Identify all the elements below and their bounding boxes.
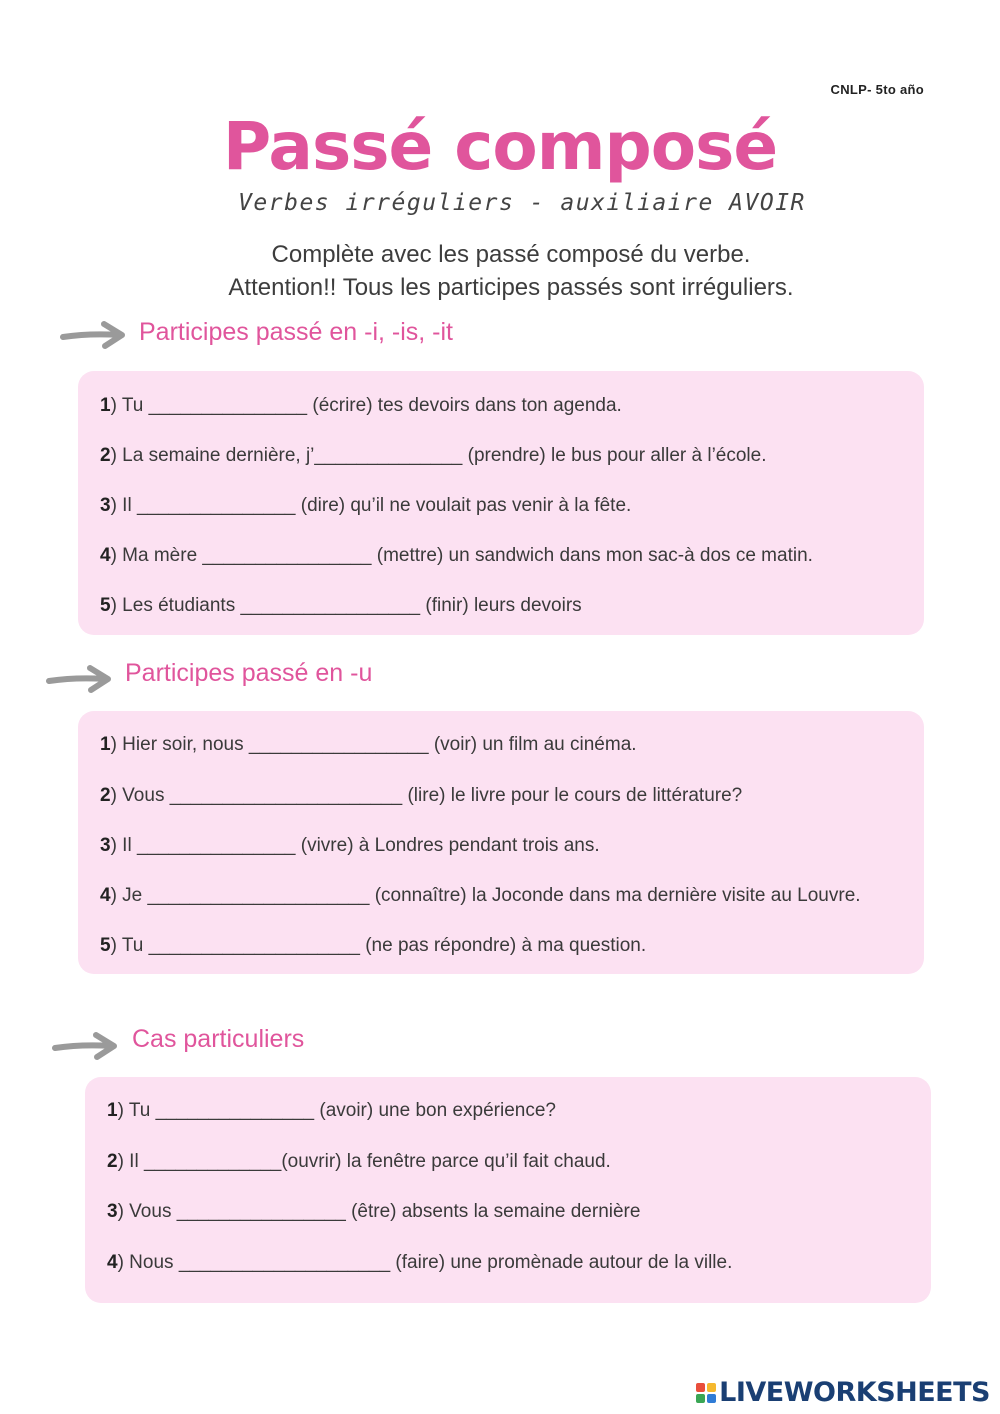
- item-text: ) Il _____________(ouvrir) la fenêtre parce qu’il fait chaud.: [117, 1151, 611, 1172]
- item-text: ) Vous ______________________ (lire) le livre pour le cours de littérature?: [110, 785, 743, 806]
- exercise-item[interactable]: [107, 1100, 556, 1122]
- instruction-line-2: Attention!! Tous les participes passés sont irréguliers.: [228, 274, 794, 301]
- item-number: 2: [100, 445, 111, 466]
- item-number: 1: [107, 1100, 118, 1121]
- item-number: 4: [100, 885, 111, 906]
- item-text: ) Les étudiants _________________ (finir) leurs devoirs: [110, 595, 582, 616]
- item-text: ) La semaine dernière, j’______________ (prendre) le bus pour aller à l’école.: [110, 445, 767, 466]
- exercise-item[interactable]: [100, 395, 622, 417]
- item-number: 2: [100, 785, 111, 806]
- item-number: 1: [100, 734, 111, 755]
- arrow-right-icon: [60, 318, 128, 352]
- liveworksheets-logo[interactable]: [696, 1377, 990, 1408]
- section-2-title: Participes passé en -u: [125, 659, 373, 687]
- logo-mark-icon: [696, 1383, 716, 1403]
- item-text: ) Vous ________________ (être) absents la semaine dernière: [117, 1201, 641, 1222]
- instructions: [0, 238, 1000, 304]
- item-number: 2: [107, 1151, 118, 1172]
- item-text: ) Nous ____________________ (faire) une promènade autour de la ville.: [117, 1252, 733, 1273]
- section-2-box: [78, 711, 924, 974]
- exercise-item[interactable]: [107, 1252, 732, 1274]
- item-text: ) Tu _______________ (avoir) une bon expérience?: [117, 1100, 556, 1121]
- exercise-item[interactable]: [100, 734, 637, 756]
- exercise-item[interactable]: [100, 545, 813, 567]
- page-title: Passé composé: [222, 108, 778, 185]
- item-number: 3: [107, 1201, 118, 1222]
- item-number: 4: [100, 545, 111, 566]
- logo-text: LIVEWORKSHEETS: [719, 1377, 990, 1408]
- item-text: ) Ma mère ________________ (mettre) un sandwich dans mon sac-à dos ce matin.: [110, 545, 813, 566]
- exercise-item[interactable]: [100, 495, 631, 517]
- page-subtitle: Verbes irréguliers - auxiliaire AVOIR: [238, 190, 806, 216]
- exercise-item[interactable]: [100, 885, 861, 907]
- school-label: CNLP- 5to año: [830, 82, 924, 97]
- item-number: 3: [100, 495, 111, 516]
- item-number: 4: [107, 1252, 118, 1273]
- exercise-item[interactable]: [100, 835, 600, 857]
- exercise-item[interactable]: [107, 1201, 640, 1223]
- section-1-title: Participes passé en -i, -is, -it: [139, 318, 453, 346]
- item-text: ) Je _____________________ (connaître) la Joconde dans ma dernière visite au Louvre.: [110, 885, 861, 906]
- section-3-title: Cas particuliers: [132, 1025, 305, 1053]
- item-number: 1: [100, 395, 111, 416]
- section-1-box: [78, 371, 924, 635]
- item-text: ) Il _______________ (dire) qu’il ne voulait pas venir à la fête.: [110, 495, 632, 516]
- item-number: 3: [100, 835, 111, 856]
- exercise-item[interactable]: [100, 935, 646, 957]
- exercise-item[interactable]: [100, 595, 582, 617]
- instruction-line-1: Complète avec les passé composé du verbe.: [271, 241, 751, 268]
- item-text: ) Tu ____________________ (ne pas répondre) à ma question.: [110, 935, 647, 956]
- exercise-item[interactable]: [100, 445, 767, 467]
- exercise-item[interactable]: [107, 1151, 611, 1173]
- arrow-right-icon: [46, 662, 114, 696]
- item-number: 5: [100, 595, 111, 616]
- item-number: 5: [100, 935, 111, 956]
- item-text: ) Hier soir, nous _________________ (voir) un film au cinéma.: [110, 734, 637, 755]
- section-3-box: [85, 1077, 931, 1303]
- arrow-right-icon: [52, 1029, 120, 1063]
- item-text: ) Tu _______________ (écrire) tes devoirs dans ton agenda.: [110, 395, 622, 416]
- item-text: ) Il _______________ (vivre) à Londres pendant trois ans.: [110, 835, 600, 856]
- exercise-item[interactable]: [100, 785, 742, 807]
